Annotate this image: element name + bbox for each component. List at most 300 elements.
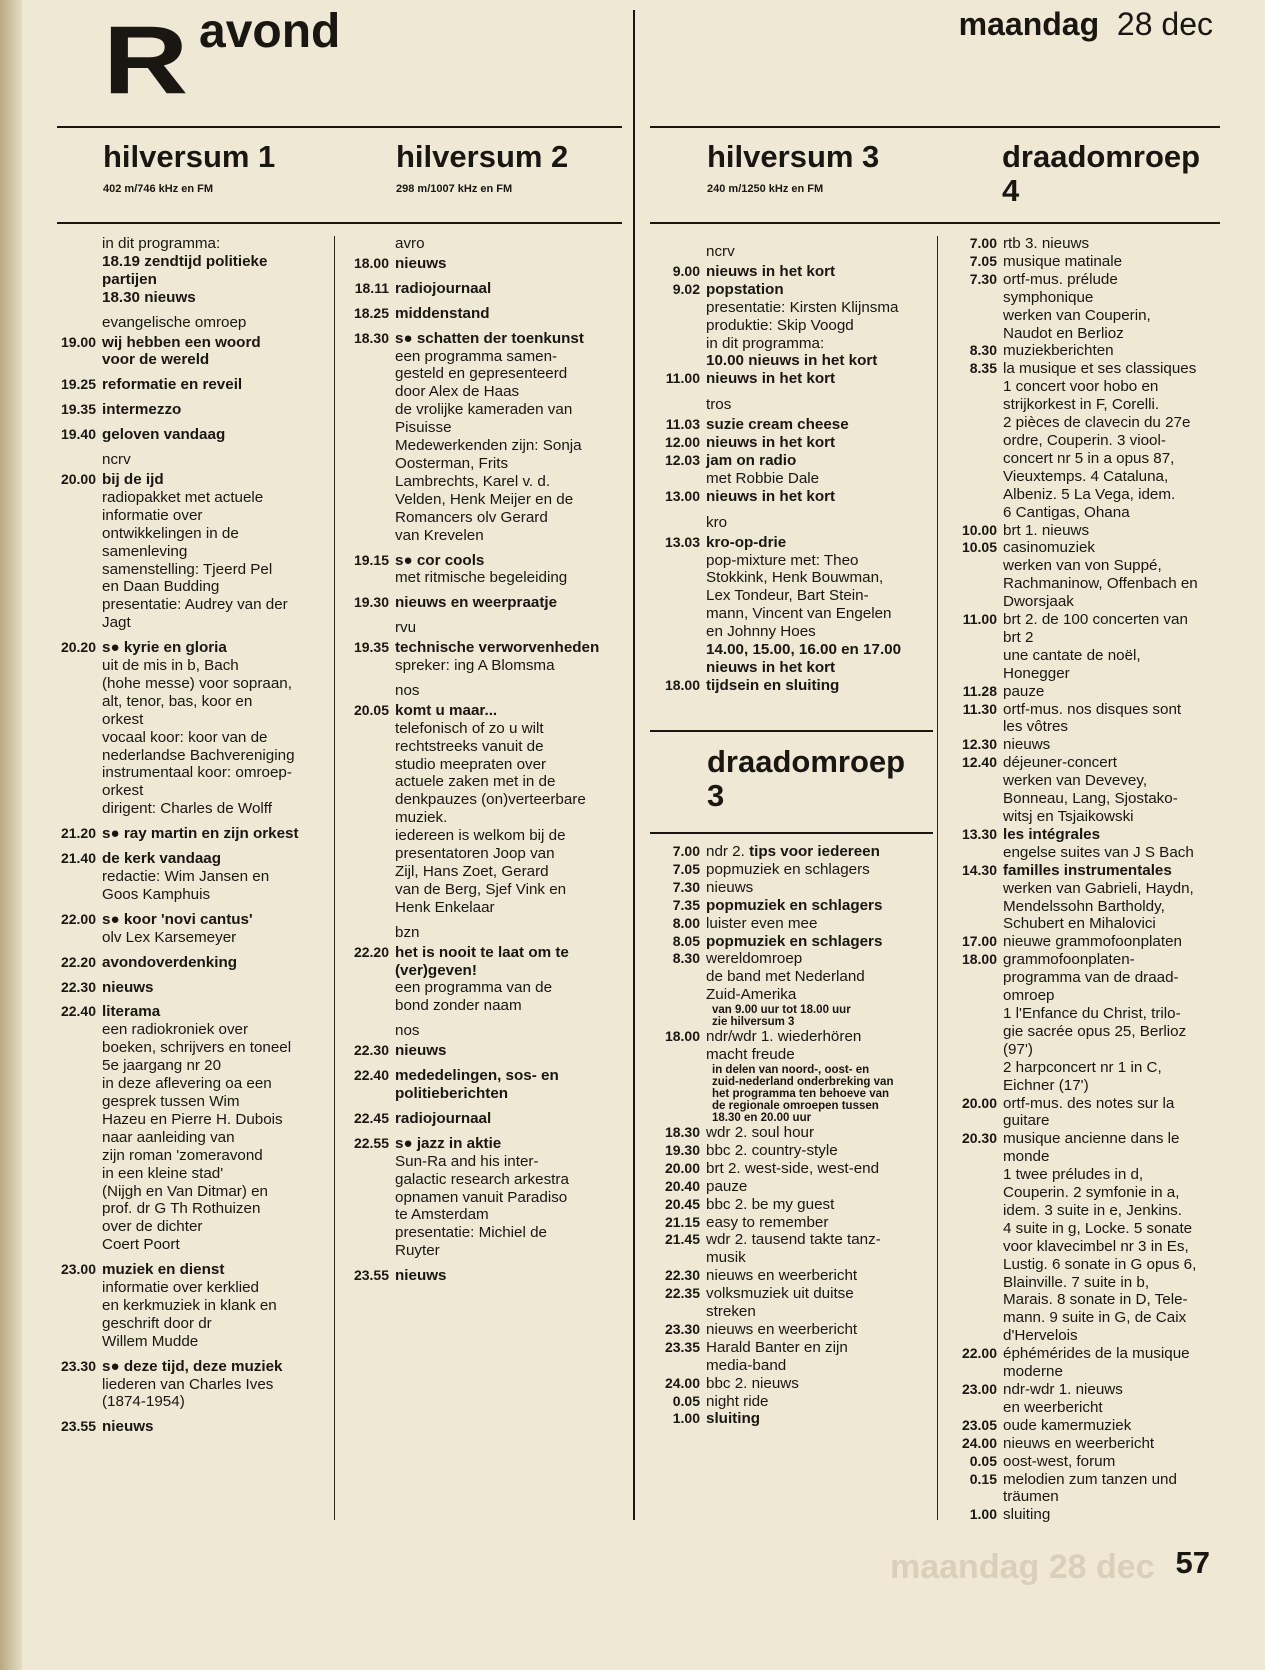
programme-time: 18.11 bbox=[354, 279, 389, 296]
programme-time: 22.40 bbox=[353, 1067, 389, 1084]
programme-line: 6 Cantigas, Ohana bbox=[1003, 503, 1130, 521]
bleed-through-text: maandag 28 dec bbox=[890, 1548, 1155, 1586]
programme-line: in dit programma: bbox=[102, 235, 221, 252]
programme-note: zie hilversum 3 bbox=[712, 1016, 795, 1029]
freq-hilversum-3: 240 m/1250 kHz en FM bbox=[707, 183, 824, 195]
programme-line: Eichner (17') bbox=[1003, 1076, 1089, 1094]
programme-time: 13.30 bbox=[961, 825, 997, 842]
broadcaster-label: evangelische omroep bbox=[102, 313, 247, 331]
programme-time: 19.00 bbox=[60, 333, 96, 350]
programme-time: 18.30 bbox=[353, 329, 389, 346]
programme-line: informatie over kerklied bbox=[102, 1279, 259, 1297]
programme-line: 2 harpconcert nr 1 in C, bbox=[1003, 1058, 1162, 1076]
programme-line: werken van Devevey, bbox=[1003, 772, 1148, 790]
programme-line: (1874-1954) bbox=[102, 1393, 185, 1411]
programme-time: 22.20 bbox=[353, 943, 389, 960]
programme-line: Harald Banter en zijn bbox=[706, 1338, 848, 1356]
programme-line: Pisuisse bbox=[395, 419, 452, 437]
programme-entry bbox=[664, 1213, 936, 1232]
programme-entry bbox=[961, 951, 1228, 1094]
programme-title: politieberichten bbox=[395, 1084, 509, 1102]
programme-entry bbox=[664, 1320, 936, 1339]
programme-line: spreker: ing A Blomsma bbox=[395, 657, 555, 675]
programme-line: Zuid-Amerika bbox=[706, 986, 797, 1004]
programme-time: 23.55 bbox=[353, 1267, 389, 1284]
programme-line: programma van de draad- bbox=[1003, 969, 1179, 987]
section-title: avond bbox=[199, 5, 341, 58]
programme-time: 19.15 bbox=[353, 551, 389, 568]
programme-time: 9.00 bbox=[672, 262, 700, 279]
programme-line: 1 concert voor hobo en bbox=[1003, 378, 1159, 396]
programme-entry bbox=[353, 329, 630, 545]
programme-title: bij de ijd bbox=[102, 470, 164, 488]
freq-hilversum-1: 402 m/746 kHz en FM bbox=[103, 183, 214, 195]
programme-line: mann. 9 suite in G, de Caix bbox=[1003, 1309, 1187, 1327]
rule-draadomroep-3 bbox=[650, 730, 933, 732]
programme-title: s● kyrie en gloria bbox=[102, 639, 227, 657]
programme-line: ortf-mus. prélude bbox=[1003, 270, 1118, 288]
broadcaster-label: nos bbox=[395, 681, 420, 699]
programme-time: 7.00 bbox=[969, 235, 997, 251]
programme-time: 21.40 bbox=[60, 850, 96, 867]
programme-entry bbox=[60, 978, 332, 997]
programme-time: 1.00 bbox=[672, 1410, 700, 1427]
programme-line: pop-mixture met: Theo bbox=[706, 551, 859, 569]
programme-line: Lambrechts, Karel v. d. bbox=[395, 472, 551, 490]
programme-entry bbox=[354, 279, 630, 298]
programme-entry bbox=[664, 1338, 936, 1375]
station-heading-hilversum-1: hilversum 1 bbox=[103, 139, 276, 174]
programme-title: wij hebben een woord bbox=[102, 333, 261, 351]
programme-time: 19.35 bbox=[353, 639, 389, 656]
broadcaster-label: bzn bbox=[395, 923, 420, 941]
programme-entry bbox=[961, 736, 1228, 754]
programme-highlight: 18.30 nieuws bbox=[102, 288, 196, 306]
programme-line: träumen bbox=[1003, 1488, 1059, 1506]
page-day: maandag bbox=[958, 6, 1100, 42]
programme-time: 22.00 bbox=[961, 1345, 997, 1362]
programme-title: radiojournaal bbox=[395, 1109, 492, 1127]
programme-title: het is nooit te laat om te bbox=[395, 943, 569, 961]
programme-time: 11.03 bbox=[665, 416, 700, 433]
programme-time: 12.30 bbox=[961, 736, 997, 753]
broadcaster-label: nos bbox=[395, 1022, 420, 1040]
programme-line: 1 twee préludes in d, bbox=[1003, 1166, 1144, 1184]
programme-entry bbox=[672, 950, 936, 1029]
programme-entry bbox=[664, 1231, 936, 1267]
column-draadomroep-3 bbox=[664, 843, 936, 1428]
programme-entry bbox=[353, 639, 630, 675]
programme-entry bbox=[961, 754, 1228, 826]
rule-heading-right bbox=[650, 222, 1220, 224]
programme-time: 23.30 bbox=[60, 1357, 96, 1374]
station-heading-hilversum-3: hilversum 3 bbox=[707, 139, 880, 174]
programme-line: presentatie: Kirsten Klijnsma bbox=[706, 298, 899, 316]
programme-entry bbox=[664, 1141, 936, 1160]
programme-line: une cantate de noël, bbox=[1003, 646, 1141, 664]
programme-line: werken van von Suppé, bbox=[1003, 557, 1162, 575]
programme-line: musique ancienne dans le bbox=[1003, 1130, 1180, 1148]
programme-entry bbox=[961, 1416, 1228, 1435]
programme-entry bbox=[60, 333, 332, 370]
programme-line: denkpauzes (on)verteerbare bbox=[395, 791, 586, 809]
programme-line: nieuws en weerbericht bbox=[706, 1267, 858, 1285]
programme-time: 7.30 bbox=[672, 878, 700, 895]
programme-line: nederlandse Bachvereniging bbox=[102, 746, 295, 764]
programme-line: moderne bbox=[1003, 1363, 1063, 1381]
programme-line: Marais. 8 sonate in D, Tele- bbox=[1003, 1291, 1188, 1309]
programme-title: s● schatten der toenkunst bbox=[395, 329, 584, 347]
programme-title: nieuws bbox=[395, 1042, 447, 1060]
programme-entry bbox=[665, 370, 936, 388]
programme-line: symphonique bbox=[1003, 288, 1094, 306]
programme-time: 22.45 bbox=[353, 1109, 389, 1126]
programme-time: 18.00 bbox=[353, 254, 389, 271]
programme-line: en Johnny Hoes bbox=[706, 623, 816, 641]
programme-title: nieuws bbox=[395, 1267, 447, 1285]
programme-line: 2 pièces de clavecin du 27e bbox=[1003, 414, 1191, 432]
programme-time: 22.30 bbox=[353, 1042, 389, 1059]
programme-time: 20.05 bbox=[353, 701, 389, 718]
programme-line: pauze bbox=[1003, 682, 1045, 700]
programme-entry bbox=[353, 1134, 630, 1260]
programme-time: 11.28 bbox=[962, 682, 997, 699]
programme-title: familles instrumentales bbox=[1003, 861, 1172, 879]
page-number: 57 bbox=[1175, 1545, 1210, 1580]
programme-title: s● deze tijd, deze muziek bbox=[102, 1357, 283, 1375]
programme-time: 23.00 bbox=[60, 1261, 96, 1278]
programme-line: radiopakket met actuele bbox=[102, 488, 264, 506]
programme-line: oost-west, forum bbox=[1003, 1452, 1116, 1470]
rule-top-right bbox=[650, 126, 1220, 128]
programme-time: 19.25 bbox=[60, 376, 96, 393]
programme-time: 7.05 bbox=[672, 860, 700, 877]
programme-time: 20.30 bbox=[961, 1130, 997, 1147]
programme-line: ndr/wdr 1. wiederhören bbox=[706, 1028, 862, 1046]
programme-line: bbc 2. country-style bbox=[706, 1141, 838, 1159]
programme-line: muziek. bbox=[395, 809, 448, 827]
programme-title: nieuws in het kort bbox=[706, 434, 836, 452]
programme-title: radiojournaal bbox=[395, 279, 492, 297]
programme-time: 17.00 bbox=[961, 933, 997, 950]
programme-time: 20.40 bbox=[664, 1177, 700, 1194]
programme-entry bbox=[969, 342, 1228, 360]
programme-time: 10.00 bbox=[961, 521, 997, 538]
programme-line: telefonisch of zo u wilt bbox=[395, 719, 544, 737]
programme-line: presentatie: Audrey van der bbox=[102, 596, 288, 614]
programme-line bbox=[706, 843, 936, 861]
programme-line: (97') bbox=[1003, 1040, 1033, 1058]
programme-time: 23.05 bbox=[961, 1416, 997, 1433]
programme-entry bbox=[353, 304, 630, 323]
programme-title: popmuziek en schlagers bbox=[706, 896, 883, 914]
programme-line: strijkorkest in F, Corelli. bbox=[1003, 396, 1160, 414]
programme-line: Ruyter bbox=[395, 1242, 440, 1260]
programme-line: presentatie: Michiel de bbox=[395, 1224, 547, 1242]
programme-title: mededelingen, sos- en bbox=[395, 1067, 559, 1085]
programme-entry bbox=[672, 878, 936, 897]
programme-time: 20.20 bbox=[60, 639, 96, 656]
programme-title: voor de wereld bbox=[102, 351, 210, 369]
programme-time: 14.30 bbox=[961, 861, 997, 878]
programme-line: brt 2 bbox=[1003, 628, 1034, 646]
programme-entry bbox=[961, 521, 1228, 540]
programme-line: omroep bbox=[1003, 987, 1055, 1005]
programme-line: les vôtres bbox=[1003, 718, 1068, 736]
programme-line: wereldomroep bbox=[706, 950, 803, 968]
broadcaster-label: kro bbox=[706, 513, 728, 531]
programme-line: witsj en Tsjaikowski bbox=[1003, 808, 1134, 825]
programme-time: 18.00 bbox=[664, 676, 700, 693]
programme-line: en kerkmuziek in klank en bbox=[102, 1296, 277, 1314]
programme-title: s● koor 'novi cantus' bbox=[102, 910, 253, 928]
programme-highlight: partijen bbox=[102, 270, 157, 288]
programme-time: 21.15 bbox=[664, 1213, 700, 1230]
programme-line: een programma van de bbox=[395, 979, 553, 997]
programme-title: s● ray martin en zijn orkest bbox=[102, 825, 299, 843]
programme-title: de kerk vandaag bbox=[102, 850, 222, 868]
programme-line: Henk Enkelaar bbox=[395, 898, 495, 916]
programme-line: Honegger bbox=[1003, 664, 1070, 682]
programme-line: gesteld en gepresenteerd bbox=[395, 365, 568, 383]
programme-line: monde bbox=[1003, 1148, 1050, 1166]
programme-time: 12.40 bbox=[961, 754, 997, 771]
programme-line: streken bbox=[706, 1303, 756, 1321]
programme-line: melodien zum tanzen und bbox=[1003, 1470, 1177, 1488]
programme-title: muziek en dienst bbox=[102, 1261, 225, 1279]
programme-entry bbox=[962, 611, 1228, 683]
programme-line: actuele zaken met in de bbox=[395, 773, 556, 791]
column-divider-1 bbox=[334, 236, 335, 1520]
programme-title: middenstand bbox=[395, 304, 490, 322]
programme-line: muziekberichten bbox=[1003, 342, 1114, 360]
programme-entry bbox=[60, 953, 332, 972]
programme-title: s● jazz in aktie bbox=[395, 1134, 502, 1152]
programme-line: Rachmaninow, Offenbach en bbox=[1003, 575, 1198, 593]
programme-time: 1.00 bbox=[969, 1506, 997, 1523]
programme-time: 9.02 bbox=[672, 280, 700, 297]
programme-entry bbox=[60, 825, 332, 843]
programme-line: Lex Tondeur, Bart Stein- bbox=[706, 587, 869, 605]
programme-highlight: nieuws in het kort bbox=[706, 658, 836, 676]
programme-line: 4 suite in g, Locke. 5 sonate bbox=[1003, 1219, 1193, 1237]
programme-title: nieuws in het kort bbox=[706, 487, 836, 505]
programme-entry bbox=[664, 451, 936, 488]
rule-heading-left bbox=[57, 222, 622, 224]
programme-time: 20.00 bbox=[961, 1094, 997, 1111]
programme-line: Schubert en Mihalovici bbox=[1003, 915, 1156, 933]
programme-line: van de Berg, Sjef Vink en bbox=[395, 880, 567, 898]
programme-entry bbox=[969, 235, 1228, 253]
programme-entry bbox=[60, 1357, 332, 1412]
programme-time: 23.55 bbox=[60, 1418, 96, 1435]
programme-title: nieuws bbox=[102, 1418, 154, 1436]
programme-text: ndr 2. bbox=[706, 843, 750, 860]
programme-entry bbox=[961, 539, 1228, 611]
programme-line: ordre, Couperin. 3 viool- bbox=[1003, 431, 1166, 449]
programme-entry bbox=[961, 825, 1228, 862]
programme-line: engelse suites van J S Bach bbox=[1003, 843, 1194, 861]
programme-time: 19.40 bbox=[60, 426, 96, 443]
programme-entry bbox=[664, 676, 936, 695]
programme-time: 18.25 bbox=[353, 304, 389, 321]
programme-line: Vieuxtemps. 4 Cataluna, bbox=[1003, 467, 1169, 485]
programme-time: 8.35 bbox=[969, 360, 997, 377]
column-draadomroep-4 bbox=[961, 235, 1228, 1524]
programme-line: popmuziek en schlagers bbox=[706, 860, 870, 878]
programme-line: uit de mis in b, Bach bbox=[102, 657, 239, 675]
programme-entry bbox=[60, 376, 332, 394]
programme-line: Jagt bbox=[102, 614, 131, 632]
programme-time: 24.00 bbox=[961, 1434, 997, 1451]
programme-line: met ritmische begeleiding bbox=[395, 569, 568, 587]
programme-time: 7.35 bbox=[672, 896, 700, 913]
programme-entry bbox=[672, 280, 936, 371]
programme-line: pauze bbox=[706, 1177, 748, 1195]
programme-time: 19.30 bbox=[664, 1141, 700, 1158]
programme-title: literama bbox=[102, 1003, 161, 1021]
programme-line: iedereen is welkom bij de bbox=[395, 827, 566, 845]
programme-line: prof. dr G Th Rothuizen bbox=[102, 1200, 261, 1218]
column-hilversum-1 bbox=[60, 235, 332, 1443]
programme-line: ortf-mus. nos disques sont bbox=[1003, 700, 1182, 718]
programme-title: jam on radio bbox=[706, 451, 797, 469]
programme-line: idem. 3 suite in e, Jenkins. bbox=[1003, 1201, 1182, 1219]
programme-line: werken van Gabrieli, Haydn, bbox=[1003, 879, 1194, 897]
programme-line: voor klavecimbel nr 3 in Es, bbox=[1003, 1237, 1189, 1255]
programme-time: 23.30 bbox=[664, 1320, 700, 1337]
programme-time: 23.00 bbox=[961, 1381, 997, 1397]
programme-time: 19.35 bbox=[60, 401, 96, 418]
programme-line: brt 1. nieuws bbox=[1003, 521, 1090, 539]
programme-time: 13.00 bbox=[664, 487, 700, 504]
programme-entry bbox=[665, 416, 936, 434]
programme-line: Sun-Ra and his inter- bbox=[395, 1152, 539, 1170]
programme-title: nieuws in het kort bbox=[706, 370, 836, 388]
programme-entry bbox=[60, 1003, 332, 1254]
programme-entry bbox=[353, 1042, 630, 1060]
programme-time: 22.00 bbox=[60, 910, 96, 927]
programme-entry bbox=[664, 1267, 936, 1285]
rule-top-left bbox=[57, 126, 622, 128]
programme-title: nieuws bbox=[395, 254, 447, 272]
programme-line: in dit programma: bbox=[706, 334, 825, 352]
programme-line: guitare bbox=[1003, 1112, 1050, 1130]
programme-highlight: 14.00, 15.00, 16.00 en 17.00 bbox=[706, 641, 902, 659]
programme-line: door Alex de Haas bbox=[395, 383, 520, 401]
programme-line: studio meepraten over bbox=[395, 755, 547, 773]
programme-line: Mendelssohn Bartholdy, bbox=[1003, 897, 1165, 915]
programme-time: 7.05 bbox=[969, 252, 997, 269]
programme-line: en Daan Budding bbox=[102, 578, 220, 596]
center-divider bbox=[633, 10, 635, 1520]
programme-line: easy to remember bbox=[706, 1213, 829, 1231]
programme-entry bbox=[961, 1130, 1228, 1345]
programme-line: presentatoren Joop van bbox=[395, 845, 555, 863]
programme-line: wdr 2. soul hour bbox=[706, 1123, 815, 1141]
programme-line: bond zonder naam bbox=[395, 997, 522, 1015]
programme-line: (Nijgh en Van Ditmar) en bbox=[102, 1182, 269, 1200]
programme-entry bbox=[969, 252, 1228, 271]
programme-entry bbox=[961, 1381, 1228, 1417]
programme-line: rechtstreeks vanuit de bbox=[395, 737, 544, 755]
programme-entry bbox=[969, 270, 1228, 343]
programme-entry bbox=[664, 1123, 936, 1142]
programme-line: boeken, schrijvers en toneel bbox=[102, 1039, 292, 1057]
programme-title: reformatie en reveil bbox=[102, 376, 243, 394]
programme-time: 18.00 bbox=[961, 951, 997, 968]
programme-title: les intégrales bbox=[1003, 825, 1101, 843]
programme-entry bbox=[353, 1109, 630, 1128]
programme-entry bbox=[672, 262, 936, 281]
programme-line: Couperin. 2 symfonie in a, bbox=[1003, 1184, 1180, 1202]
programme-line: in deze aflevering oa een bbox=[102, 1075, 272, 1093]
programme-time: 7.00 bbox=[672, 843, 700, 859]
programme-entry bbox=[672, 932, 936, 951]
programme-line: gesprek tussen Wim bbox=[102, 1092, 240, 1110]
programme-title: geloven vandaag bbox=[102, 426, 226, 444]
station-heading-hilversum-2: hilversum 2 bbox=[396, 139, 569, 174]
programme-line: opnamen vanuit Paradiso bbox=[395, 1188, 568, 1206]
programme-time: 12.00 bbox=[664, 434, 700, 451]
column-hilversum-2 bbox=[353, 235, 630, 1292]
programme-line: vocaal koor: koor van de bbox=[102, 728, 268, 746]
programme-entry bbox=[664, 1159, 936, 1178]
programme-entry bbox=[353, 254, 630, 273]
page-spine bbox=[0, 0, 22, 1670]
programme-line: nieuws en weerbericht bbox=[706, 1320, 858, 1338]
programme-highlight: 18.19 zendtijd politieke bbox=[102, 252, 268, 270]
programme-entry bbox=[664, 1177, 936, 1196]
programme-entry bbox=[60, 850, 332, 904]
programme-line: informatie over bbox=[102, 506, 203, 524]
programme-line: alt, tenor, bas, koor en bbox=[102, 692, 253, 710]
programme-title: nieuws bbox=[102, 978, 154, 996]
programme-time: 7.30 bbox=[969, 270, 997, 287]
programme-line: naar aanleiding van bbox=[102, 1128, 235, 1146]
programme-line: ndr-wdr 1. nieuws bbox=[1003, 1381, 1123, 1398]
programme-entry bbox=[60, 1418, 332, 1436]
programme-line: samenstelling: Tjeerd Pel bbox=[102, 560, 273, 578]
programme-title: komt u maar... bbox=[395, 701, 498, 719]
programme-line: werken van Couperin, bbox=[1003, 306, 1151, 324]
programme-entry bbox=[961, 1345, 1228, 1381]
programme-line: (hohe messe) voor sopraan, bbox=[102, 674, 292, 692]
programme-line: liederen van Charles Ives bbox=[102, 1375, 274, 1393]
programme-entry bbox=[961, 1434, 1228, 1453]
programme-line: geschrift door dr bbox=[102, 1314, 212, 1332]
programme-line: de band met Nederland bbox=[706, 968, 865, 986]
programme-time: 12.03 bbox=[664, 451, 700, 468]
programme-note: het programma ten behoeve van bbox=[712, 1087, 890, 1100]
programme-entry bbox=[969, 1470, 1228, 1507]
programme-line: Lustig. 6 sonate in G opus 6, bbox=[1003, 1255, 1197, 1273]
programme-line: d'Hervelois bbox=[1003, 1327, 1078, 1345]
programme-time: 13.03 bbox=[664, 533, 700, 550]
programme-title: suzie cream cheese bbox=[706, 416, 849, 434]
programme-entry bbox=[961, 933, 1228, 951]
programme-note: de regionale omroepen tussen bbox=[712, 1099, 879, 1112]
programme-title: tips voor iedereen bbox=[749, 843, 880, 860]
programme-entry bbox=[961, 861, 1228, 934]
programme-entry bbox=[60, 470, 332, 632]
programme-entry bbox=[961, 1094, 1228, 1131]
programme-line: nieuws bbox=[706, 878, 754, 896]
programme-line: Dworsjaak bbox=[1003, 593, 1074, 611]
programme-title: nieuws in het kort bbox=[706, 262, 836, 280]
programme-entry bbox=[664, 533, 936, 677]
programme-time: 20.00 bbox=[60, 470, 96, 487]
